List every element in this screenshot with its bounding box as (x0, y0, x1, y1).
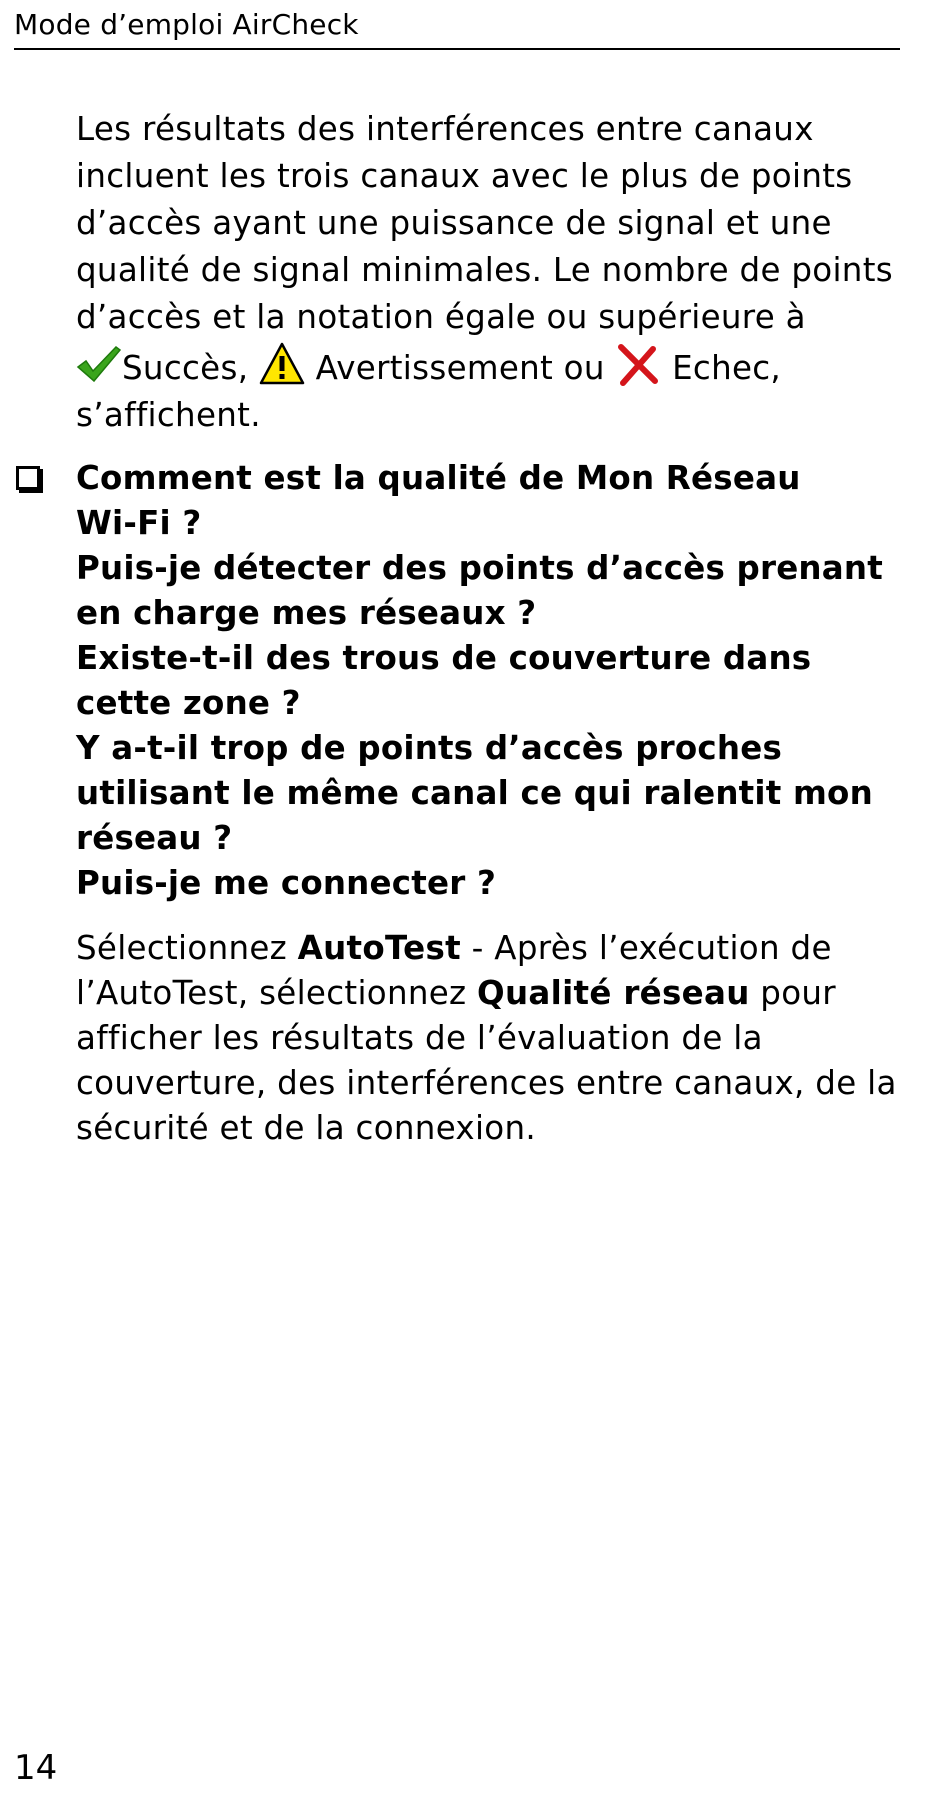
network-quality-term: Qualité réseau (477, 974, 750, 1012)
checkbox-bullet-icon (16, 466, 40, 490)
running-header: Mode d’emploi AirCheck (14, 6, 900, 50)
intro-line: qualité de signal minimales. Le nombre de points (76, 251, 893, 289)
instruction-line: afficher les résultats de l’évaluation de la (76, 1019, 763, 1057)
instruction-text: Sélectionnez (76, 929, 298, 967)
rating-legend-line (76, 341, 906, 392)
question-line: Y a-t-il trop de points d’accès proches (76, 729, 783, 767)
intro-line: d’accès et la notation égale ou supérieure à (76, 298, 806, 336)
question-line: utilisant le même canal ce qui ralentit mon (76, 774, 873, 812)
question-line: en charge mes réseaux ? (76, 594, 537, 632)
intro-line: s’affichent. (76, 396, 261, 434)
question-line: Puis-je détecter des points d’accès prenant (76, 549, 883, 587)
question-line: cette zone ? (76, 684, 301, 722)
success-label: Succès, (122, 349, 249, 387)
instruction-text: pour (749, 974, 836, 1012)
instruction-text: - Après l’exécution de (461, 929, 832, 967)
question-line: Comment est la qualité de Mon Réseau (76, 459, 801, 497)
instruction-text: l’AutoTest, sélectionnez (76, 974, 478, 1012)
check-mark-icon (76, 341, 122, 387)
warning-triangle-icon (259, 341, 305, 387)
question-line: réseau ? (76, 819, 233, 857)
instructions-paragraph (76, 926, 906, 1151)
interference-results-paragraph (76, 106, 906, 439)
page-number: 14 (14, 1748, 58, 1788)
question-line: Wi-Fi ? (76, 504, 202, 542)
red-x-icon (615, 341, 661, 387)
fail-label: Echec, (672, 349, 782, 387)
intro-line: d’accès ayant une puissance de signal et une (76, 204, 832, 242)
autotest-term: AutoTest (297, 929, 461, 967)
intro-line: Les résultats des interférences entre canaux (76, 110, 814, 148)
instruction-line (76, 971, 906, 1016)
question-line: Puis-je me connecter ? (76, 864, 496, 902)
warning-label: Avertissement ou (315, 349, 605, 387)
instruction-line (76, 926, 906, 971)
intro-line: incluent les trois canaux avec le plus de points (76, 157, 853, 195)
instruction-line: couverture, des interférences entre canaux, de la (76, 1064, 897, 1102)
questions-list (76, 456, 906, 906)
instruction-line: sécurité et de la connexion. (76, 1109, 537, 1147)
question-line: Existe-t-il des trous de couverture dans (76, 639, 812, 677)
